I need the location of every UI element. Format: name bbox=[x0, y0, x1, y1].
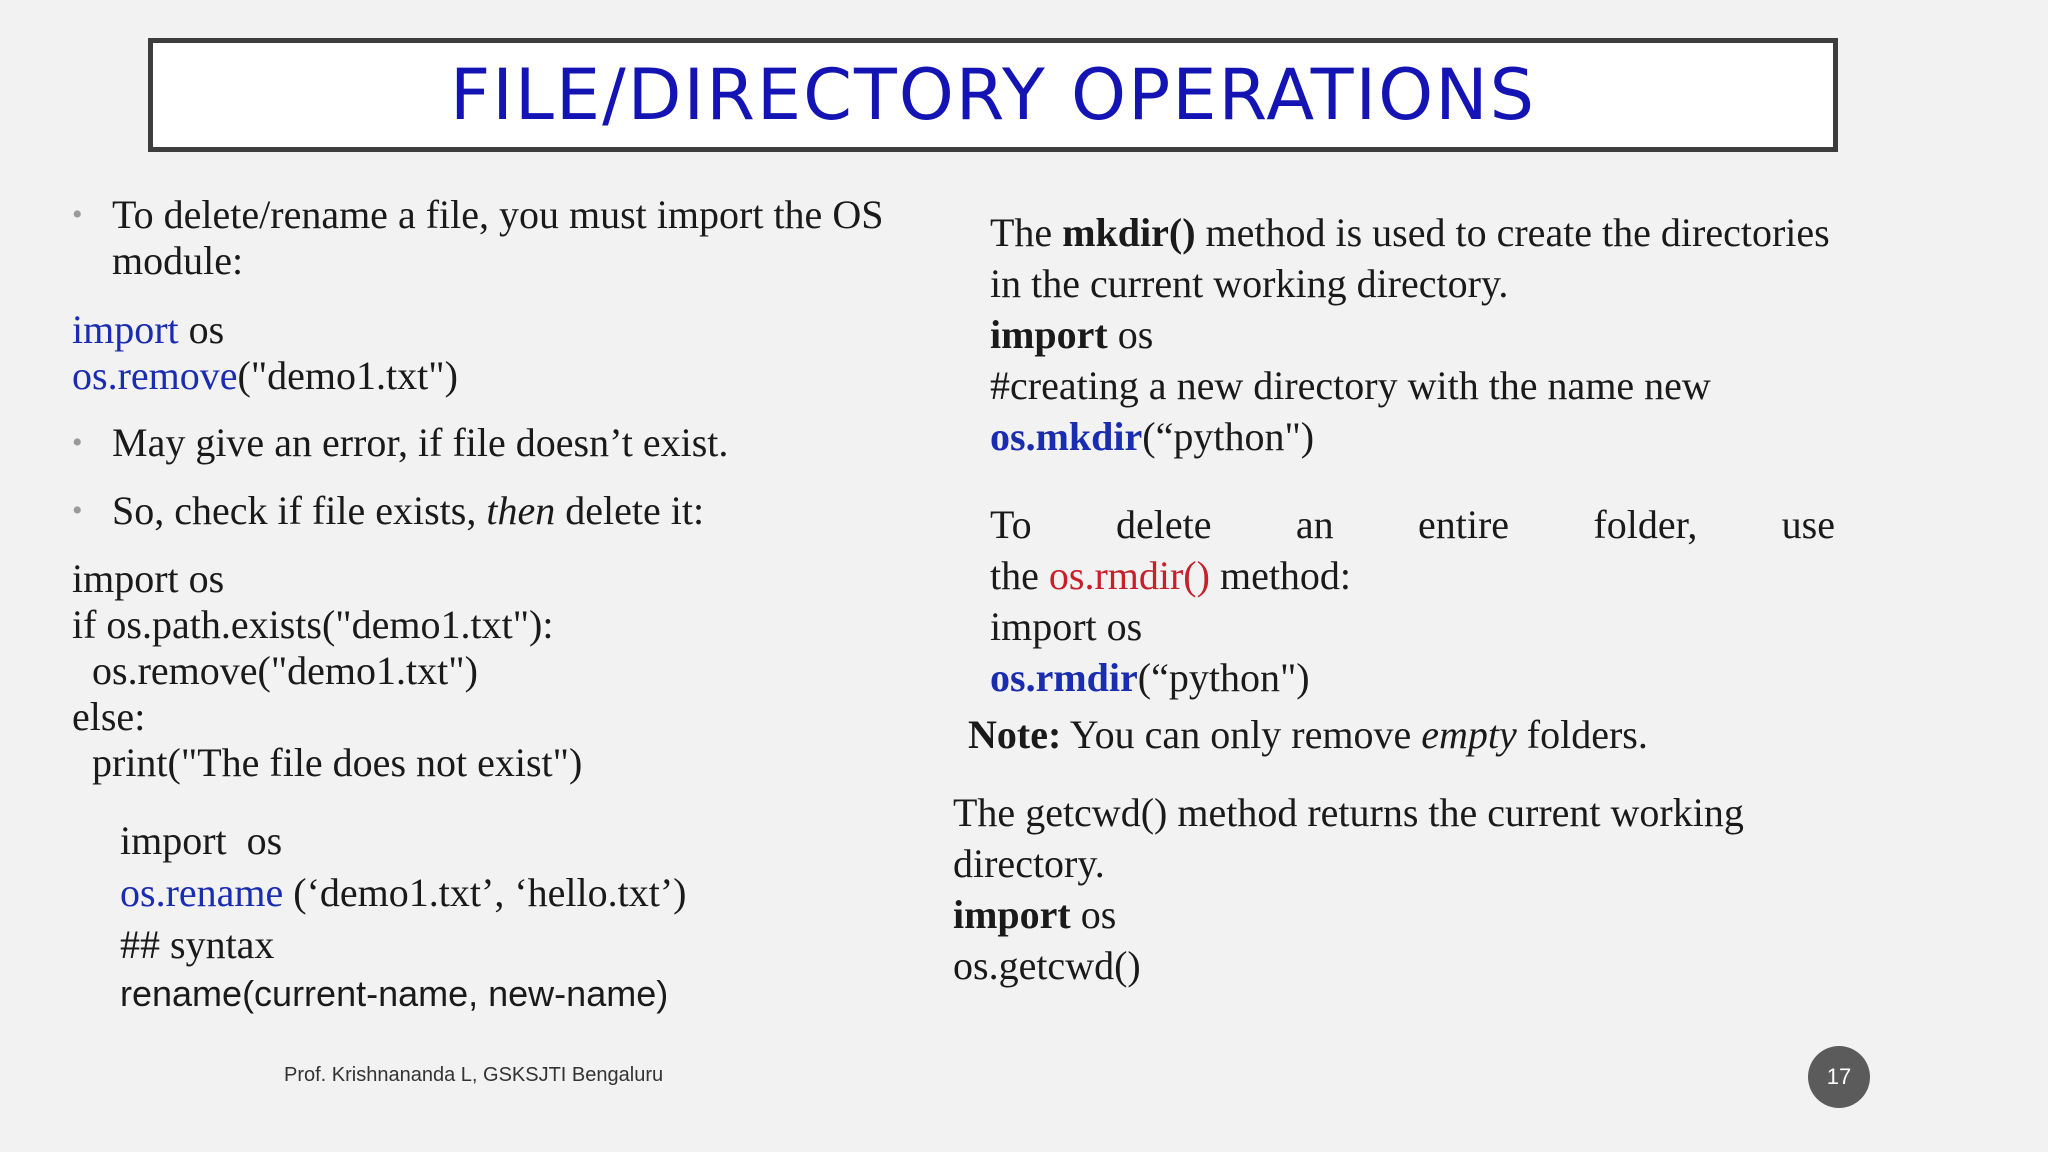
code-block-line: else: bbox=[72, 694, 146, 739]
code-block-line: os.remove("demo1.txt") bbox=[72, 648, 478, 693]
text-span: os bbox=[1107, 312, 1154, 357]
code-text: (“python") bbox=[1137, 655, 1310, 700]
word: entire bbox=[1417, 502, 1510, 547]
code-block-line: if os.path.exists("demo1.txt"): bbox=[72, 602, 554, 647]
emphasis-text: empty bbox=[1421, 712, 1517, 757]
word: use bbox=[1781, 502, 1835, 547]
code-text: ("demo1.txt") bbox=[237, 353, 458, 398]
code-os-rmdir bbox=[990, 655, 1310, 701]
bold-text: mkdir() bbox=[1062, 210, 1196, 255]
bullet-error-warning: May give an error, if file doesn’t exist. bbox=[112, 420, 729, 465]
code-block-line: import os bbox=[72, 556, 225, 601]
mkdir-description-line1 bbox=[990, 210, 1830, 256]
code-os-mkdir bbox=[990, 414, 1314, 460]
code-os-getcwd: os.getcwd() bbox=[953, 943, 1141, 988]
code-import-os-plain: import os bbox=[990, 604, 1143, 649]
bullet-dot: • bbox=[72, 494, 83, 527]
syntax-line: rename(current-name, new-name) bbox=[120, 973, 669, 1014]
bullet-delete-rename-line1: To delete/rename a file, you must import the OS bbox=[112, 192, 884, 237]
bullet-dot: • bbox=[72, 198, 83, 231]
word: delete bbox=[1116, 502, 1212, 547]
code-keyword: import bbox=[72, 307, 179, 352]
title-box bbox=[148, 38, 1838, 152]
code-keyword: os.mkdir bbox=[990, 414, 1143, 459]
word: To bbox=[990, 502, 1032, 547]
syntax-comment: ## syntax bbox=[120, 922, 275, 967]
text-span: method: bbox=[1209, 553, 1352, 598]
code-os-remove bbox=[72, 353, 458, 399]
rmdir-method-text: os.rmdir() bbox=[1048, 553, 1210, 598]
code-keyword: os.rename bbox=[120, 870, 284, 915]
text-span: So, check if file exists, bbox=[112, 488, 487, 533]
bold-text: import bbox=[953, 892, 1071, 937]
text-span: folders. bbox=[1516, 712, 1648, 757]
bullet-delete-rename-line2: module: bbox=[112, 238, 244, 283]
word: folder, bbox=[1593, 502, 1698, 547]
page-number: 17 bbox=[1826, 1064, 1852, 1089]
code-import-os-getcwd bbox=[953, 892, 1116, 938]
footer-author: Prof. Krishnananda L, GSKSJTI Bengaluru bbox=[284, 1064, 664, 1086]
text-span: method is used to create the directories bbox=[1195, 210, 1830, 255]
code-text: (‘demo1.txt’, ‘hello.txt’) bbox=[283, 870, 687, 915]
bullet-dot: • bbox=[72, 426, 83, 459]
code-import-os-bold bbox=[990, 312, 1153, 358]
code-text: (“python") bbox=[1142, 414, 1315, 459]
code-import-os bbox=[72, 307, 224, 353]
text-span: The bbox=[990, 210, 1063, 255]
word: an bbox=[1295, 502, 1334, 547]
slide-title: FILE/DIRECTORY OPERATIONS bbox=[449, 54, 1537, 136]
delete-folder-line2 bbox=[990, 553, 1351, 599]
code-comment: #creating a new directory with the name new bbox=[990, 363, 1711, 408]
mkdir-description-line2: in the current working directory. bbox=[990, 261, 1509, 306]
code-keyword: os.remove bbox=[72, 353, 238, 398]
bold-text: Note: bbox=[968, 712, 1062, 757]
text-span: delete it: bbox=[555, 488, 705, 533]
getcwd-description-line2: directory. bbox=[953, 841, 1105, 886]
text-span: os bbox=[1070, 892, 1117, 937]
text-span: the bbox=[990, 553, 1049, 598]
page-number-badge bbox=[1808, 1046, 1870, 1108]
bold-text: import bbox=[990, 312, 1108, 357]
text-span: You can only remove bbox=[1061, 712, 1422, 757]
note-empty-folders bbox=[968, 712, 1648, 758]
getcwd-description-line1: The getcwd() method returns the current working bbox=[953, 790, 1744, 835]
delete-folder-line1 bbox=[990, 502, 1835, 548]
code-block-line: print("The file does not exist") bbox=[72, 740, 583, 785]
emphasis-text: then bbox=[486, 488, 556, 533]
rename-import: import os bbox=[120, 818, 283, 863]
code-keyword: os.rmdir bbox=[990, 655, 1138, 700]
code-os-rename bbox=[120, 870, 687, 916]
code-text: os bbox=[178, 307, 225, 352]
bullet-check-exists bbox=[112, 488, 704, 534]
